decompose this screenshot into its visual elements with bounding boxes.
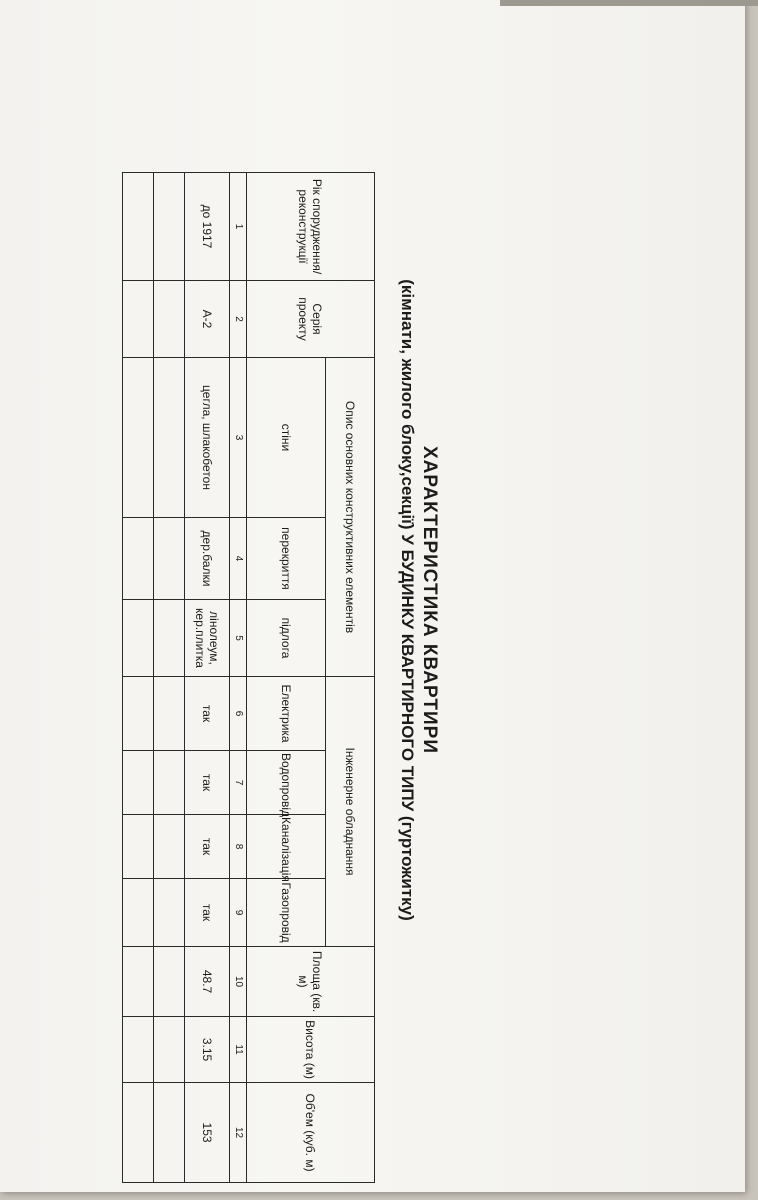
header-constructive: Опис основних конструктивних елементів — [326, 358, 375, 677]
header-area: Площа (кв. м) — [247, 947, 375, 1017]
empty-cell — [154, 281, 185, 358]
document-heading — [396, 80, 440, 1120]
header-water: Водопровід — [247, 751, 326, 815]
empty-table-row — [123, 173, 154, 1183]
column-number: 2 — [230, 281, 247, 358]
cell-year: до 1917 — [185, 173, 230, 281]
empty-cell — [154, 815, 185, 879]
empty-table-row — [154, 173, 185, 1183]
rotated-document-content — [110, 80, 440, 1172]
empty-cell — [154, 947, 185, 1017]
empty-cell — [154, 751, 185, 815]
column-number: 1 — [230, 173, 247, 281]
column-number: 10 — [230, 947, 247, 1017]
column-number: 6 — [230, 677, 247, 751]
empty-cell — [123, 281, 154, 358]
cell-volume: 153 — [185, 1083, 230, 1183]
empty-cell — [123, 358, 154, 518]
empty-cell — [154, 879, 185, 947]
empty-cell — [123, 173, 154, 281]
header-year: Рік спорудження/ реконструкції — [247, 173, 375, 281]
empty-cell — [123, 1017, 154, 1083]
column-number: 5 — [230, 600, 247, 677]
document-title: ХАРАКТЕРИСТИКА КВАРТИРИ — [419, 445, 440, 754]
cell-series: А-2 — [185, 281, 230, 358]
empty-cell — [123, 879, 154, 947]
header-height: Висота (м) — [247, 1017, 375, 1083]
empty-cell — [154, 677, 185, 751]
empty-cell — [123, 815, 154, 879]
header-volume: Об'ем (куб. м) — [247, 1083, 375, 1183]
empty-cell — [154, 173, 185, 281]
cell-sewer: так — [185, 815, 230, 879]
header-walls: стіни — [247, 358, 326, 518]
column-number: 3 — [230, 358, 247, 518]
empty-cell — [123, 1083, 154, 1183]
empty-cell — [154, 358, 185, 518]
table-row — [185, 173, 230, 1183]
empty-cell — [123, 677, 154, 751]
cell-floor: лінолеум, кер.плитка — [185, 600, 230, 677]
table-header-row — [326, 173, 375, 1183]
column-number: 7 — [230, 751, 247, 815]
empty-cell — [154, 518, 185, 600]
column-number: 4 — [230, 518, 247, 600]
empty-cell — [123, 518, 154, 600]
cell-electric: так — [185, 677, 230, 751]
empty-cell — [123, 947, 154, 1017]
empty-cell — [123, 751, 154, 815]
empty-cell — [154, 600, 185, 677]
column-number-row — [230, 173, 247, 1183]
header-series: Серія проекту — [247, 281, 375, 358]
header-electric: Електрика — [247, 677, 326, 751]
page-binding-edge — [500, 0, 758, 6]
cell-water: так — [185, 751, 230, 815]
column-number: 11 — [230, 1017, 247, 1083]
column-number: 8 — [230, 815, 247, 879]
header-sewer: Каналізація — [247, 815, 326, 879]
document-subtitle: (кімнати, жилого блоку,секції) У БУДИНКУ КВАРТИРНОГО ТИПУ (гуртожитку) — [398, 279, 417, 921]
column-number: 12 — [230, 1083, 247, 1183]
header-engineering: Інженерне обладнання — [326, 677, 375, 947]
empty-cell — [154, 1017, 185, 1083]
cell-floors-slabs: дер.балки — [185, 518, 230, 600]
characteristics-table — [122, 172, 375, 1183]
cell-height: 3.15 — [185, 1017, 230, 1083]
header-floors-slabs: перекриття — [247, 518, 326, 600]
header-gas: Газопровід — [247, 879, 326, 947]
empty-cell — [154, 1083, 185, 1183]
empty-cell — [123, 600, 154, 677]
cell-area: 48.7 — [185, 947, 230, 1017]
column-number: 9 — [230, 879, 247, 947]
cell-gas: так — [185, 879, 230, 947]
cell-walls: цегла, шлакобетон — [185, 358, 230, 518]
header-floor: підлога — [247, 600, 326, 677]
